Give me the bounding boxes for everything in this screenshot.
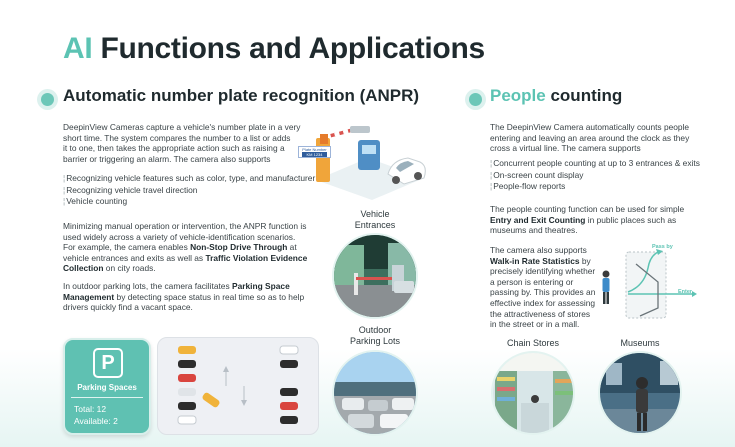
- parking-lot-diagram: [157, 337, 319, 435]
- barrier-gate-illustration: [296, 118, 428, 200]
- bullet-dot-icon: [469, 93, 482, 106]
- pass-by-label: Pass by: [652, 244, 673, 250]
- anpr-feature-list: [63, 173, 315, 208]
- bullet-dot-icon: [41, 93, 54, 106]
- page-title: AI Functions and Applications: [63, 32, 485, 65]
- vehicle-entrance-photo: [332, 233, 418, 319]
- museum-photo: [598, 351, 682, 435]
- parking-available: Available: 2: [74, 416, 118, 426]
- anpr-heading: Automatic number plate recognition (ANPR): [63, 86, 420, 105]
- parking-icon: P: [93, 348, 123, 378]
- enter-label: Enter: [678, 289, 693, 295]
- plate-number-tag: Plate Number KM 1234: [298, 146, 331, 158]
- list-item: ¦ Recognizing vehicle features such as color, type, and manufacturer: [63, 173, 315, 185]
- parking-spaces-card: [63, 338, 151, 435]
- list-item: ¦ People-flow reports: [490, 181, 700, 193]
- people-paragraph-entry: The people counting function can be used for simple Entry and Exit Counting in public places such as museums and theatres.: [490, 204, 685, 236]
- list-item: ¦ Vehicle counting: [63, 196, 315, 208]
- anpr-paragraph-usage: Minimizing manual operation or intervention, the ANPR function is used widely across a variety of vehicle-identification scenarios. For example, the camera enables Non-Stop Drive Through at vehicle entrances and exits as well as Traffic Violation Evidence Collection on city roads.: [63, 221, 308, 274]
- outdoor-parking-photo: [332, 350, 418, 436]
- anpr-paragraph-parking: In outdoor parking lots, the camera facilitates Parking Space Management by detecting space status in real time so as to help drivers quickly find a vacant space.: [63, 281, 305, 313]
- anpr-intro: DeepinView Cameras capture a vehicle's number plate in a very short time. The system compares the number to a list or adds it to one, then takes the appropriate action such as raising a barrier or triggering an alarm. The camera also supports: [63, 122, 301, 164]
- people-intro: The DeepinView Camera automatically counts people entering and leaving an area around the clock as they cross a virtual line. The camera supports: [490, 122, 690, 154]
- caption-outdoor-parking: Outdoor Parking Lots: [349, 325, 401, 346]
- caption-vehicle-entrances: Vehicle Entrances: [354, 209, 396, 230]
- list-item: ¦ Recognizing vehicle travel direction: [63, 185, 315, 197]
- people-heading: People counting: [490, 86, 623, 105]
- parking-total: Total: 12: [74, 404, 107, 414]
- caption-chain-stores: Chain Stores: [506, 338, 560, 348]
- chain-store-photo: [491, 351, 575, 435]
- people-paragraph-walkin: The camera also supports Walk-in Rate Statistics by precisely identifying whether a person is entering or passing by. This provides an effective index for assessing the attractiveness of stores in the street or in a mall.: [490, 245, 596, 330]
- people-feature-list: [490, 158, 700, 193]
- list-item: ¦ On-screen count display: [490, 170, 700, 182]
- caption-museums: Museums: [620, 338, 660, 348]
- walk-in-diagram: [596, 246, 702, 326]
- parking-card-title: Parking Spaces: [77, 383, 137, 392]
- list-item: ¦ Concurrent people counting at up to 3 entrances & exits: [490, 158, 700, 170]
